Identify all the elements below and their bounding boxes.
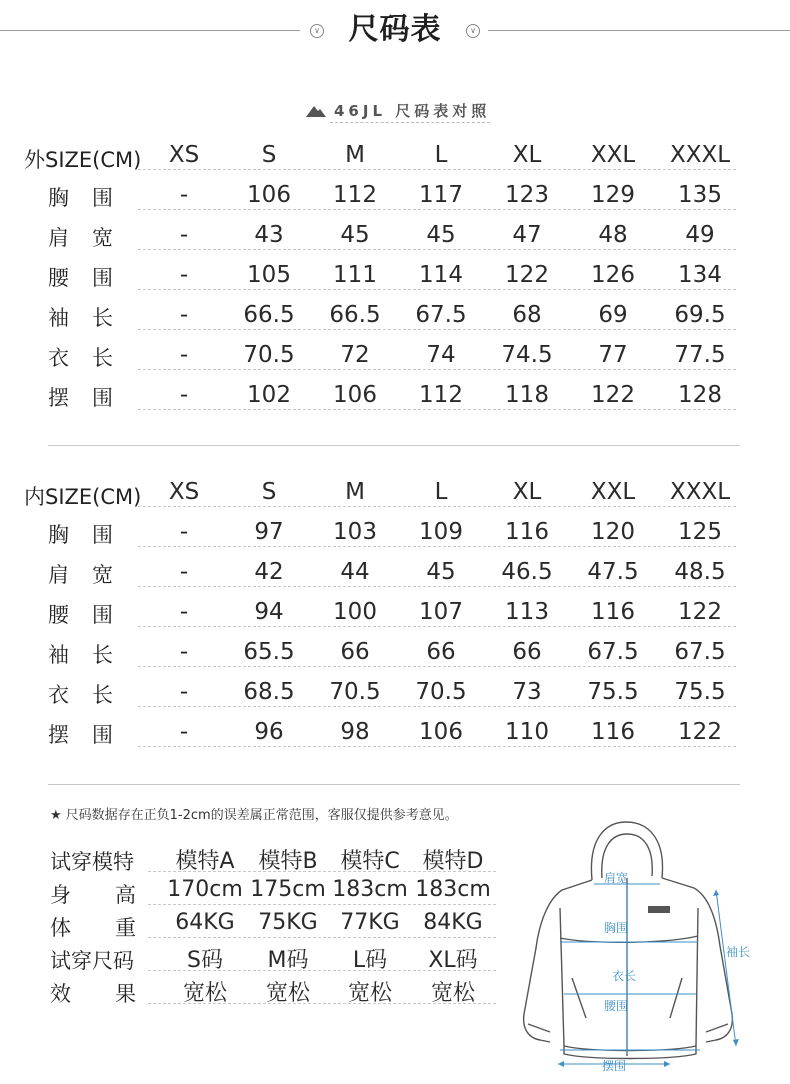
table-cell: 65.5 [243,639,295,665]
dashed-rule [138,329,736,330]
table-cell: - [179,222,189,248]
table-cell: 116 [591,719,635,745]
table-cell: 70.5 [243,342,295,368]
table-cell: 48 [598,222,628,248]
dashed-rule [148,937,496,938]
diagram-label-length: 衣长 [612,969,637,983]
table-cell: 45 [426,559,456,585]
dashed-rule [138,746,736,747]
model-cell: 170cm [167,877,243,902]
size-column-header: M [345,479,365,505]
table-divider [48,445,740,446]
model-cell: 183cm [332,877,408,902]
table-cell: 112 [419,382,463,408]
table-divider [48,784,740,785]
chevron-down-icon: ∨ [310,24,324,38]
table-row [20,713,740,753]
model-row [48,908,508,941]
table-header-label: 外SIZE(CM) [24,148,142,172]
note-text: 尺码数据存在正负1-2cm的误差属正常范围，客服仅提供参考意见。 [65,808,458,823]
table-cell: 111 [333,262,377,288]
page-title: 尺码表 [348,12,442,47]
table-cell: 47.5 [587,559,639,585]
table-row [20,256,740,296]
table-row [20,376,740,416]
table-cell: 74 [426,342,456,368]
table-cell: - [179,559,189,585]
table-cell: 77.5 [674,342,726,368]
dashed-rule [138,209,736,210]
table-row [20,216,740,256]
table-cell: 103 [333,519,377,545]
size-column-header: XXXL [669,142,731,168]
dashed-rule [138,546,736,547]
table-cell: - [179,262,189,288]
chevron-down-icon: ∨ [466,24,480,38]
header-rule-right [488,30,790,31]
subtitle [306,100,490,121]
model-cell: 模特D [422,849,484,874]
measurement-label: 胸围 [48,186,136,210]
measurement-label: 腰围 [48,266,136,290]
dashed-rule [138,289,736,290]
table-cell: 66 [340,639,370,665]
table-cell: 48.5 [674,559,726,585]
subtitle-underline [330,122,490,123]
measurement-label: 衣长 [48,346,136,370]
model-cell: 模特B [258,849,318,874]
dashed-rule [138,706,736,707]
dashed-rule [148,970,496,971]
table-cell: 43 [254,222,284,248]
table-cell: 110 [505,719,549,745]
table-cell: 45 [426,222,456,248]
table-cell: 120 [591,519,635,545]
table-cell: 68.5 [243,679,295,705]
table-cell: 109 [419,519,463,545]
table-cell: 46.5 [501,559,553,585]
dashed-rule [148,1003,496,1004]
size-column-header: XL [512,142,542,168]
size-column-header: XS [168,479,200,505]
table-cell: 42 [254,559,284,585]
table-header-label: 内SIZE(CM) [24,485,142,509]
model-row [48,941,508,974]
table-row [20,513,740,553]
model-cell: M码 [267,948,309,973]
table-cell: 77 [598,342,628,368]
table-cell: 67.5 [415,302,467,328]
size-column-header: L [434,142,448,168]
measurement-label: 摆围 [48,723,136,747]
table-cell: 66.5 [329,302,381,328]
measurement-label: 腰围 [48,603,136,627]
dashed-rule [148,904,496,905]
table-cell: 106 [333,382,377,408]
table-cell: 98 [340,719,370,745]
measurement-note [50,804,458,823]
dashed-rule [138,249,736,250]
table-row [20,593,740,633]
jacket-diagram [510,818,780,1080]
table-cell: 122 [591,382,635,408]
model-cell: S码 [187,948,223,973]
size-column-header: L [434,479,448,505]
table-cell: 70.5 [329,679,381,705]
table-header-row [20,473,740,513]
table-cell: 106 [247,182,291,208]
table-cell: 47 [512,222,542,248]
table-cell: 105 [247,262,291,288]
table-cell: 123 [505,182,549,208]
size-column-header: S [261,142,277,168]
measurement-label: 胸围 [48,523,136,547]
dashed-rule [148,871,496,872]
star-icon: ★ [50,808,62,823]
model-row [48,875,508,908]
measurement-label: 袖长 [48,643,136,667]
model-row [48,974,508,1007]
outer-size-table [20,136,740,416]
model-cell: 75KG [258,910,318,935]
table-cell: 135 [678,182,722,208]
model-cell: 模特A [175,849,235,874]
model-row-label: 身高 [50,883,180,907]
table-cell: 66 [426,639,456,665]
subtitle-text: 46JL 尺码表对照 [334,102,491,120]
model-cell: 模特C [340,849,400,874]
size-column-header: XXL [590,142,636,168]
dashed-rule [138,369,736,370]
table-cell: 66.5 [243,302,295,328]
table-cell: 97 [254,519,284,545]
table-cell: 128 [678,382,722,408]
table-cell: 106 [419,719,463,745]
table-cell: 69 [598,302,628,328]
table-cell: 94 [254,599,284,625]
table-cell: 44 [340,559,370,585]
table-cell: 122 [678,599,722,625]
model-cell: 宽松 [347,981,392,1006]
table-cell: 67.5 [587,639,639,665]
table-row [20,296,740,336]
table-cell: 100 [333,599,377,625]
table-cell: 102 [247,382,291,408]
diagram-label-shoulder: 肩宽 [604,871,629,885]
table-cell: 72 [340,342,370,368]
table-cell: 107 [419,599,463,625]
model-cell: 宽松 [182,981,227,1006]
size-column-header: XXL [590,479,636,505]
table-cell: 49 [685,222,715,248]
model-cell: 183cm [415,877,491,902]
model-cell: 77KG [340,910,400,935]
table-header-row [20,136,740,176]
table-cell: - [179,302,189,328]
table-cell: 75.5 [587,679,639,705]
diagram-label-waist: 腰围 [604,999,629,1013]
table-row [20,553,740,593]
table-cell: 134 [678,262,722,288]
model-row-label: 试穿模特 [50,850,134,874]
table-cell: 113 [505,599,549,625]
measurement-label: 摆围 [48,386,136,410]
table-cell: - [179,382,189,408]
table-cell: 117 [419,182,463,208]
model-cell: 宽松 [430,981,475,1006]
table-cell: - [179,719,189,745]
table-cell: 116 [505,519,549,545]
dashed-rule [138,409,736,410]
table-cell: 116 [591,599,635,625]
model-cell: 84KG [423,910,483,935]
diagram-label-hem: 摆围 [602,1059,627,1073]
model-row [48,842,508,875]
size-column-header: M [345,142,365,168]
model-cell: XL码 [428,948,478,973]
model-cell: 宽松 [265,981,310,1006]
table-cell: 68 [512,302,542,328]
table-cell: 122 [678,719,722,745]
model-cell: L码 [352,948,388,973]
model-table [48,842,508,1007]
model-cell: 64KG [175,910,235,935]
dashed-rule [138,586,736,587]
table-cell: 70.5 [415,679,467,705]
table-cell: 66 [512,639,542,665]
measurement-label: 肩宽 [48,226,136,250]
diagram-label-chest: 胸围 [604,921,629,935]
brand-logo [648,906,670,913]
table-cell: 96 [254,719,284,745]
table-cell: - [179,182,189,208]
table-row [20,176,740,216]
table-cell: 125 [678,519,722,545]
table-row [20,633,740,673]
model-row-label: 试穿尺码 [50,949,134,973]
dashed-rule [138,626,736,627]
table-row [20,673,740,713]
table-cell: 112 [333,182,377,208]
table-cell: - [179,342,189,368]
table-cell: 74.5 [501,342,553,368]
table-cell: 73 [512,679,542,705]
table-cell: 126 [591,262,635,288]
table-row [20,336,740,376]
model-row-label: 体重 [50,916,180,940]
table-cell: 69.5 [674,302,726,328]
size-column-header: XS [168,142,200,168]
model-cell: 175cm [250,877,326,902]
dashed-rule [138,169,736,170]
measurement-label: 衣长 [48,683,136,707]
measurement-label: 袖长 [48,306,136,330]
table-cell: - [179,639,189,665]
table-cell: 122 [505,262,549,288]
mountain-icon [306,105,326,117]
size-column-header: XL [512,479,542,505]
size-column-header: XXXL [669,479,731,505]
dashed-rule [138,666,736,667]
inner-size-table [20,473,740,753]
diagram-label-sleeve: 袖长 [726,945,751,959]
table-cell: - [179,679,189,705]
dashed-rule [138,506,736,507]
table-cell: - [179,599,189,625]
table-cell: 75.5 [674,679,726,705]
model-row-label: 效果 [50,982,180,1006]
table-cell: 129 [591,182,635,208]
table-cell: 118 [505,382,549,408]
table-cell: 67.5 [674,639,726,665]
table-cell: - [179,519,189,545]
size-column-header: S [261,479,277,505]
table-cell: 45 [340,222,370,248]
measurement-label: 肩宽 [48,563,136,587]
table-cell: 114 [419,262,463,288]
